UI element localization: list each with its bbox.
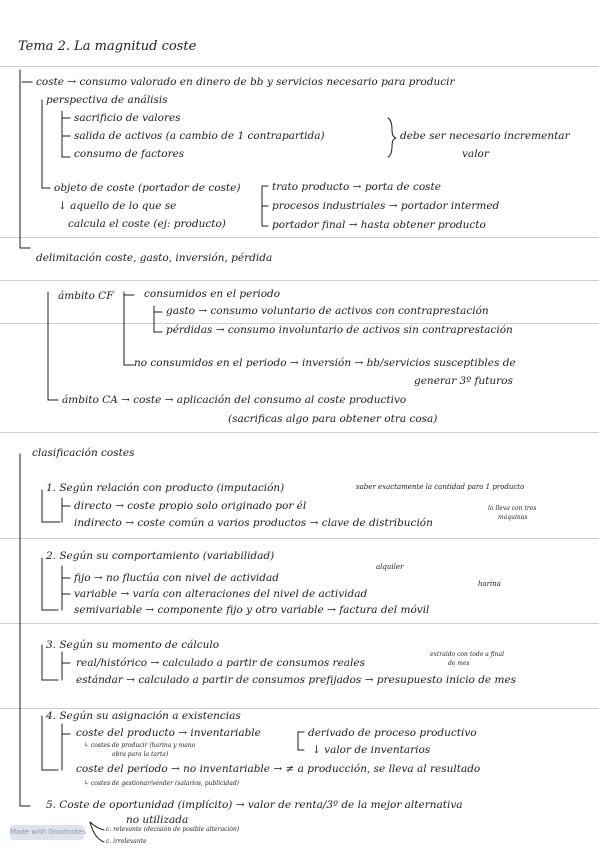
note-line: (sacrificas algo para obtener otra cosa): [228, 413, 438, 425]
note-line: ↓ valor de inventarios: [312, 744, 431, 756]
side-note: extraído con todo a final: [430, 651, 505, 658]
page-title: Tema 2. La magnitud coste: [18, 39, 197, 54]
subsection-heading: 3. Según su momento de cálculo: [46, 639, 220, 651]
section-heading: clasificación costes: [32, 447, 135, 459]
note-line: sacrificio de valores: [74, 112, 181, 124]
note-line: directo → coste propio solo originado por él: [74, 500, 307, 512]
side-note: ↳ costes de producir (harina y mano: [84, 742, 196, 749]
note-line: debe ser necesario incrementar: [400, 130, 570, 142]
side-note: lo lleva con tres: [488, 505, 537, 512]
note-line: perspectiva de análisis: [46, 94, 168, 106]
subsection-heading: 5. Coste de oportunidad (implícito) → valor de renta/3º de la mejor alternativa: [46, 799, 463, 811]
note-line: generar 3º futuros: [414, 375, 513, 387]
paper-rule: [0, 66, 599, 67]
note-line: portador final → hasta obtener producto: [272, 219, 486, 231]
section-heading: delimitación coste, gasto, inversión, pérdida: [36, 252, 273, 264]
note-line: calcula el coste (ej: producto): [68, 218, 226, 230]
paper-rule: [0, 538, 599, 539]
paper-rule: [0, 280, 599, 281]
note-line: derivado de proceso productivo: [308, 727, 477, 739]
note-line: gasto → consumo voluntario de activos con contraprestación: [166, 305, 489, 317]
note-line: no consumidos en el periodo → inversión → bb/servicios susceptibles de: [134, 357, 516, 369]
note-line: coste del periodo → no inventariable → ≠ a producción, se lleva al resultado: [76, 763, 481, 775]
side-note: c. relevante (decisión de posible alteración): [106, 826, 240, 833]
note-line: indirecto → coste común a varios productos → clave de distribución: [74, 517, 433, 529]
note-line: procesos industriales → portador intermed: [272, 200, 500, 212]
side-note: máquinas: [498, 514, 528, 521]
paper-rule: [0, 623, 599, 624]
note-line: variable → varía con alteraciones del nivel de actividad: [74, 588, 368, 600]
note-line: ámbito CF: [58, 290, 114, 302]
note-line: salida de activos (a cambio de 1 contrapartida): [74, 130, 325, 142]
note-line: estándar → calculado a partir de consumos prefijados → presupuesto inicio de mes: [76, 674, 517, 686]
note-line: coste del producto → inventariable: [76, 727, 261, 739]
note-line: real/histórico → calculado a partir de consumos reales: [76, 657, 366, 669]
subsection-heading: 4. Según su asignación a existencias: [46, 710, 241, 722]
note-line: pérdidas → consumo involuntario de activos sin contraprestación: [166, 324, 513, 336]
paper-rule: [0, 432, 599, 433]
note-line: consumo de factores: [74, 148, 185, 160]
side-note: alquiler: [376, 563, 404, 571]
note-line: trato producto → porta de coste: [272, 181, 441, 193]
side-note: de mes: [448, 660, 470, 667]
subsection-heading: 2. Según su comportamiento (variabilidad): [46, 550, 275, 562]
note-line: ↓ aquello de lo que se: [58, 200, 177, 212]
paper-rule: [0, 237, 599, 238]
note-line: consumidos en el periodo: [144, 288, 281, 300]
note-line: no utilizada: [126, 814, 189, 826]
side-note: c. irrelevante: [106, 838, 147, 845]
note-line: fijo → no fluctúa con nivel de actividad: [74, 572, 279, 584]
subsection-heading: 1. Según relación con producto (imputación): [46, 482, 285, 494]
side-note: obra para la tarta): [112, 751, 169, 758]
note-line: ámbito CA → coste → aplicación del consumo al coste productivo: [62, 394, 407, 406]
note-line: semivariable → componente fijo y otro variable → factura del móvil: [74, 604, 430, 616]
paper-rule: [0, 708, 599, 709]
goodnotes-watermark: Made with Goodnotes: [10, 825, 84, 840]
note-line: objeto de coste (portador de coste): [54, 182, 241, 194]
side-note: ↳ costes de gestionar/vender (salarios, publicidad): [84, 780, 239, 787]
note-line: valor: [462, 148, 489, 160]
side-note: harina: [478, 580, 501, 588]
side-note: saber exactamente la cantidad para 1 producto: [356, 483, 525, 491]
note-line: coste → consumo valorado en dinero de bb y servicios necesario para producir: [36, 76, 455, 88]
